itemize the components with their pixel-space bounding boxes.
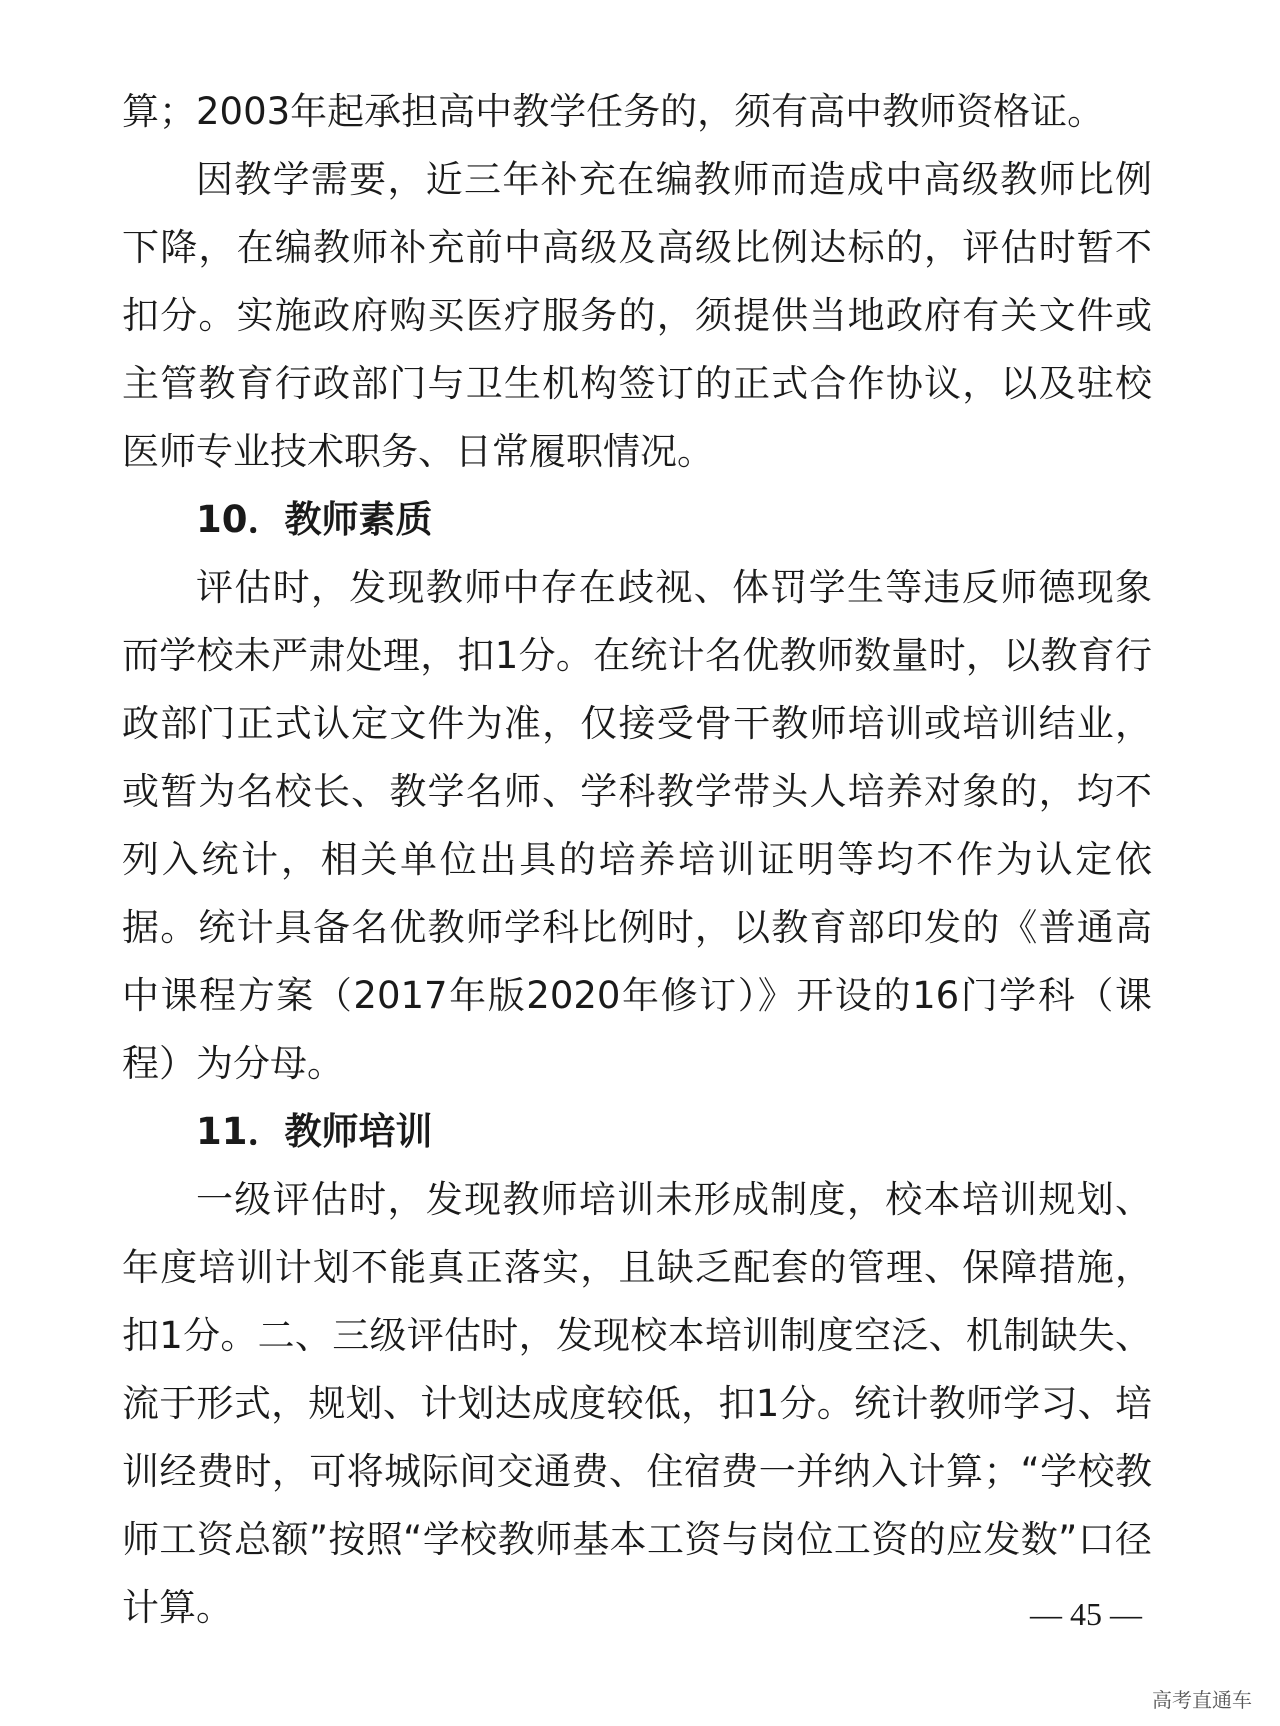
document-body <box>122 78 1152 1642</box>
paragraph-continuation: 算；2003年起承担高中教学任务的，须有高中教师资格证。 <box>122 90 1105 133</box>
section-heading-10: 10．教师素质 <box>196 498 433 541</box>
paragraph-teacher-ratio: 因教学需要，近三年补充在编教师而造成中高级教师比例下降，在编教师补充前中高级及高级比例达标的，评估时暂不扣分。实施政府购买医疗服务的，须提供当地政府有关文件或主管教育行政部门与卫生机构签订的正式合作协议，以及驻校医师专业技术职务、日常履职情况。 <box>122 158 1152 473</box>
paragraph-teacher-quality: 评估时，发现教师中存在歧视、体罚学生等违反师德现象而学校未严肃处理，扣1分。在统计名优教师数量时，以教育行政部门正式认定文件为准，仅接受骨干教师培训或培训结业，或暂为名校长、教学名师、学科教学带头人培养对象的，均不列入统计，相关单位出具的培养培训证明等均不作为认定依据。统计具备名优教师学科比例时，以教育部印发的《普通高中课程方案（2017年版2020年修订）》开设的16门学科（课程）为分母。 <box>122 566 1152 1085</box>
paragraph-teacher-training: 一级评估时，发现教师培训未形成制度，校本培训规划、年度培训计划不能真正落实，且缺乏配套的管理、保障措施，扣1分。二、三级评估时，发现校本培训制度空泛、机制缺失、流于形式，规划、计划达成度较低，扣1分。统计教师学习、培训经费时，可将城际间交通费、住宿费一并纳入计算；“学校教师工资总额”按照“学校教师基本工资与岗位工资的应发数”口径计算。 <box>122 1178 1152 1629</box>
watermark-text: 高考直通车 <box>1152 1688 1252 1712</box>
section-heading-11: 11．教师培训 <box>196 1110 433 1153</box>
page-number: — 45 — <box>1030 1596 1142 1632</box>
